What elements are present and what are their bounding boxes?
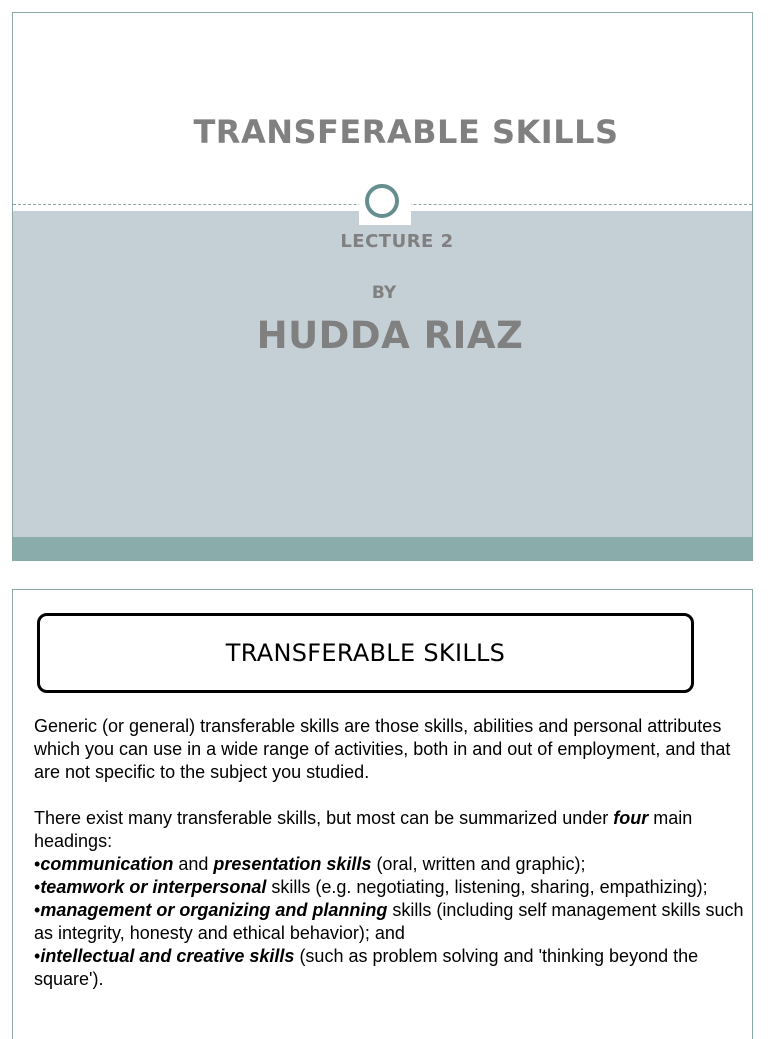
bullet-emphasis: management or organizing and planning bbox=[40, 900, 388, 920]
bullet-icon: • bbox=[34, 900, 41, 920]
intro-paragraph: Generic (or general) transferable skills are those skills, abilities and personal attributes which you can use in a wide range of activities, both in and out of employment, and that are not specific to the subject you studied. bbox=[34, 716, 731, 782]
by-label: BY bbox=[371, 283, 397, 303]
circle-ornament-icon bbox=[365, 184, 399, 218]
summary-emphasis: four bbox=[613, 808, 649, 828]
bullet-icon: • bbox=[34, 877, 41, 897]
title-box bbox=[37, 613, 694, 693]
bullet-icon: • bbox=[34, 854, 41, 874]
bullet-emphasis: presentation skills bbox=[213, 854, 372, 874]
bullet-text: (oral, written and graphic); bbox=[371, 854, 586, 874]
bullet-emphasis: communication bbox=[40, 854, 174, 874]
bullet-text: skills (e.g. negotiating, listening, sharing, empathizing); bbox=[266, 877, 708, 897]
bullet-item bbox=[34, 876, 749, 899]
bullet-icon: • bbox=[34, 946, 41, 966]
bullet-item bbox=[34, 853, 749, 876]
bullet-text: (such as problem solving and 'thinking beyond the square'). bbox=[34, 946, 699, 989]
bullet-item bbox=[34, 945, 749, 991]
bottom-bar bbox=[13, 537, 752, 561]
lecture-number: LECTURE 2 bbox=[340, 231, 454, 252]
summary-end: main headings: bbox=[34, 808, 693, 851]
content-slide bbox=[12, 589, 753, 1039]
summary-text: There exist many transferable skills, but most can be summarized under bbox=[34, 808, 614, 828]
bullet-text: skills (including self management skills such as integrity, honesty and ethical behavior); and bbox=[34, 900, 744, 943]
bullet-connector: and bbox=[173, 854, 214, 874]
bullet-emphasis: teamwork or interpersonal bbox=[40, 877, 267, 897]
content-title: TRANSFERABLE SKILLS bbox=[225, 639, 506, 667]
summary-paragraph bbox=[34, 807, 749, 853]
author-name: HUDDA RIAZ bbox=[256, 314, 524, 357]
slide-title: TRANSFERABLE SKILLS bbox=[193, 113, 619, 151]
title-slide bbox=[12, 12, 753, 561]
paragraph-gap bbox=[34, 784, 749, 807]
bullet-emphasis: intellectual and creative skills bbox=[40, 946, 295, 966]
bullet-item bbox=[34, 899, 749, 945]
slide-body bbox=[34, 715, 749, 991]
subtitle-band bbox=[13, 211, 752, 537]
